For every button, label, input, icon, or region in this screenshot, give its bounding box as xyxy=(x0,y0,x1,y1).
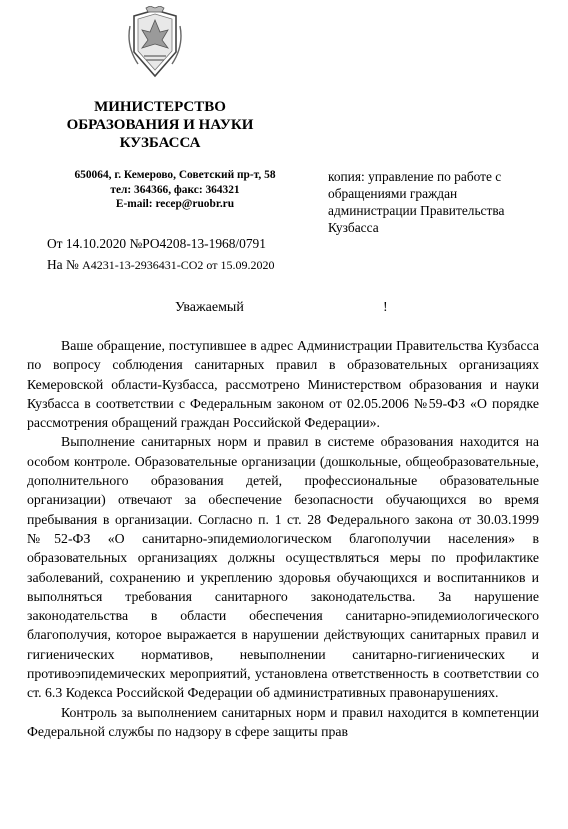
outgoing-reference: От 14.10.2020 №РО4208-13-1968/0791 xyxy=(47,236,266,251)
email-line: E-mail: recep@ruobr.ru xyxy=(115,198,235,210)
ministry-name-line: КУЗБАССА xyxy=(119,135,201,151)
salutation xyxy=(175,300,395,316)
ministry-name-line: ОБРАЗОВАНИЯ И НАУКИ xyxy=(66,117,254,133)
salutation-exclamation: ! xyxy=(383,300,388,315)
copy-recipient xyxy=(328,168,558,236)
salutation-text: Уважаемый xyxy=(175,300,244,315)
ministry-name-line: МИНИСТЕРСТВО xyxy=(94,99,226,115)
body-paragraph: Выполнение санитарных норм и правил в системе образования находится на особом контроле. Образовательные организации (дошкольные, общеобразовательные, дополнительного образования детей, профессиональные образовательные организации) отвечают за обеспечение безопасности обучающихся во время пребывания в организации. Согласно п. 1 ст. 28 Федерального закона от 30.03.1999 №52-ФЗ «О санитарно-эпидемиологическом благополучии населения» в образовательных организациях должны осуществляться меры по профилактике заболеваний, сохранению и укреплению здоровья обучающихся и воспитанников и выполняться требования санитарного законодательства. За нарушение законодательства в области обеспечения санитарно-эпидемиологического благополучия, которое выражается в нарушении действующих санитарных правил и гигиенических нормативов, невыполнении санитарно-гигиенических и противоэпидемических мероприятий, установлена ответственность в соответствии со ст. 6.3 Кодекса Российской Федерации об административных правонарушениях. xyxy=(27,434,539,701)
ministry-name xyxy=(40,98,280,152)
coat-of-arms-emblem xyxy=(124,6,186,80)
copy-recipient-line: администрации Правительства xyxy=(328,203,505,218)
copy-recipient-line: копия: управление по работе с xyxy=(328,169,502,184)
incoming-reference xyxy=(47,257,275,273)
incoming-reference-number: А4231-13-2936431-СО2 от 15.09.2020 xyxy=(82,258,275,272)
copy-recipient-line: обращениями граждан xyxy=(328,186,458,201)
ministry-address xyxy=(40,168,310,212)
incoming-reference-prefix: На № xyxy=(47,257,83,272)
address-line: 650064, г. Кемерово, Советский пр-т, 58 xyxy=(74,169,276,181)
body-paragraph: Ваше обращение, поступившее в адрес Администрации Правительства Кузбасса по вопросу соблюдения санитарных правил в образовательных организациях Кемеровской области-Кузбасса, рассмотрено Министерством образования и науки Кузбасса в соответствии с Федеральным законом от 02.05.2006 №59-ФЗ «О порядке рассмотрения обращений граждан Российской Федерации». xyxy=(27,338,539,431)
phone-line: тел: 364366, факс: 364321 xyxy=(110,183,240,196)
body-paragraph: Контроль за выполнением санитарных норм и правил находится в компетенции Федеральной службы по надзору в сфере защиты прав xyxy=(27,704,539,739)
letter-body xyxy=(27,336,539,741)
copy-recipient-line: Кузбасса xyxy=(328,220,379,235)
